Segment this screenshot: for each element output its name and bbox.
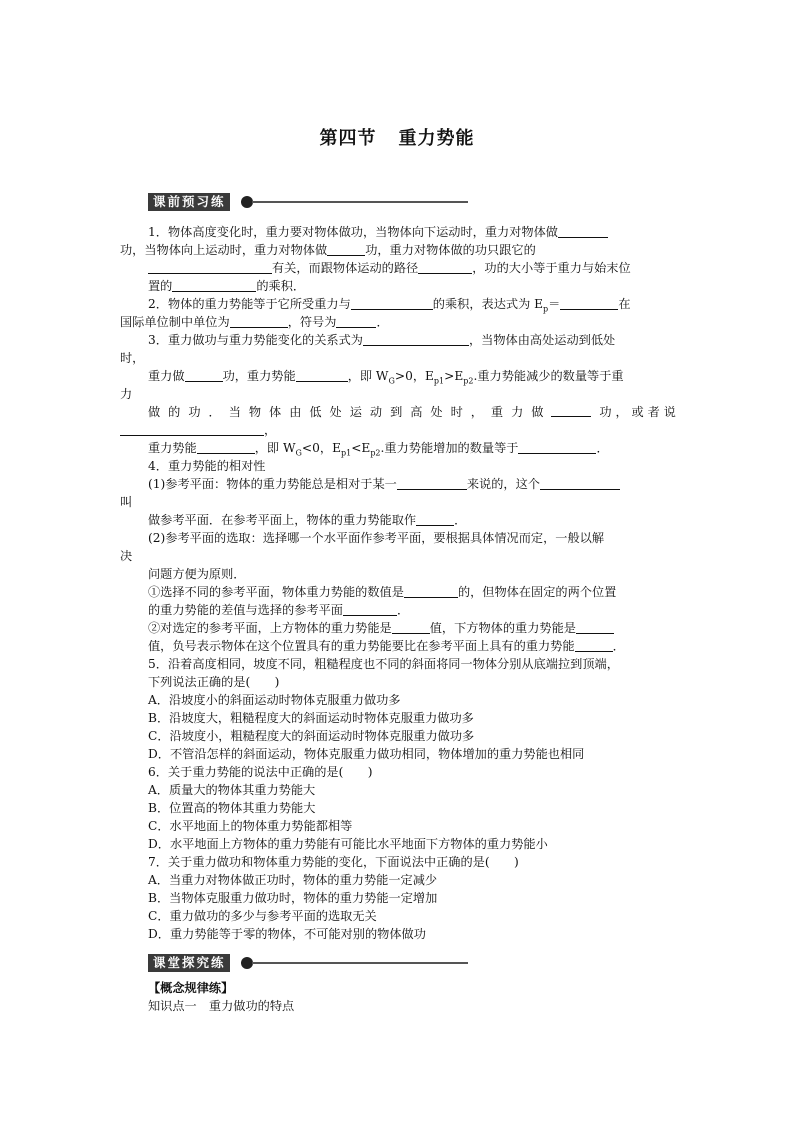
q7-stem: 7．关于重力做功和物体重力势能的变化，下面说法中正确的是( ) [148,855,519,869]
title-section-number: 第四节 [319,128,377,149]
q7-option-b: B．当物体克服重力做功时，物体的重力势能一定增加 [148,891,438,905]
q7-option-c: C．重力做功的多少与参考平面的选取无关 [148,909,377,923]
section-header-class [148,954,468,972]
q2-line-1: 2．物体的重力势能等于它所受重力与 的乘积，表达式为 $E_p=$ 在 [148,297,631,314]
section-header-preview [148,193,468,211]
knowledge-point-heading: 知识点一 重力做功的特点 [148,999,295,1013]
section-label: 课堂探究练 [148,954,230,972]
page-title [0,124,794,150]
q7-option-a: A．当重力对物体做正功时，物体的重力势能一定减少 [148,873,438,887]
q5-option-a: A．沿坡度小的斜面运动时物体克服重力做功多 [148,693,401,707]
q3-line-1: 3．重力做功与重力势能变化的关系式为 ，当物体由高处运动到低处 [148,333,616,347]
footer-heading: 【概念规律练】 [148,981,234,995]
q3-line-5: 做 的 功 ． 当 物 体 由 低 处 运 动 到 高 处 时 ， 重 力 做 功 ， 或 者 说 [148,405,676,419]
q4-line-3: 做参考平面．在参考平面上，物体的重力势能取作 ． [148,513,467,527]
q4-line-5: 决 [120,549,133,563]
q2-line-2: 国际单位制中单位为 ，符号为 ． [120,315,389,329]
q4-line-9: ②对选定的参考平面，上方物体的重力势能是 值，下方物体的重力势能是 [148,620,614,636]
section-label: 课前预习练 [148,193,230,211]
q5-stem-1: 5．沿着高度相同，坡度不同，粗糙程度也不同的斜面将同一物体分别从底端拉到顶端， [148,657,619,671]
q3-line-4: 力 [120,387,133,401]
q1-line-3: 有关，而跟物体运动的路径 ，功的大小等于重力与始末位 [148,260,631,276]
q3-line-3: 重力做 功，重力势能 ，即 $W_G>0$，$E_{p1}>E_{p2}$.重力势能减少的数量等于重 [148,369,624,386]
q6-option-c: C．水平地面上的物体重力势能都相等 [148,819,353,833]
q4-line-4: (2)参考平面的选取：选择哪一个水平面作参考平面，要根据具体情况而定，一般以解 [148,531,605,545]
q4-line-8: 的重力势能的差值与选择的参考平面 ． [148,603,410,617]
q5-stem-2: 下列说法正确的是( ) [148,675,280,689]
q6-option-a: A．质量大的物体其重力势能大 [148,783,316,797]
q4-line-6: 问题方便为原则． [148,567,246,581]
q5-option-c: C．沿坡度小，粗糙程度大的斜面运动时物体克服重力做功多 [148,729,475,743]
q3-line-7: 重力势能 ，即 $W_G<0$，$E_{p1}<E_{p2}$.重力势能增加的数量等于 ． [148,441,609,458]
section-rule [252,201,468,203]
q4-line-2: 叫 [120,495,133,509]
q1-line-2: 功，当物体向上运动时，重力对物体做 功，重力对物体做的功只跟它的 [120,243,536,257]
q4-head: 4．重力势能的相对性 [148,459,266,473]
q1-line-4: 置的 的乘积． [148,279,306,293]
q6-stem: 6．关于重力势能的说法中正确的是( ) [148,765,373,779]
section-rule [252,962,468,964]
q3-line-6: ， [120,422,276,438]
q7-option-d: D．重力势能等于零的物体，不可能对别的物体做功 [148,927,426,941]
title-topic: 重力势能 [398,128,475,149]
q1-line-1: 1．物体高度变化时，重力要对物体做功，当物体向下运动时，重力对物体做 [148,224,608,240]
q5-option-d: D．不管沿怎样的斜面运动，物体克服重力做功相同，物体增加的重力势能也相同 [148,747,585,761]
q3-line-2: 时， [120,351,145,365]
q6-option-b: B．位置高的物体其重力势能大 [148,801,316,815]
q4-line-1: (1)参考平面：物体的重力势能总是相对于某一 来说的，这个 [148,476,620,492]
q5-option-b: B．沿坡度大，粗糙程度大的斜面运动时物体克服重力做功多 [148,711,474,725]
q4-line-7: ①选择不同的参考平面，物体重力势能的数值是 的，但物体在固定的两个位置 [148,585,617,599]
q4-line-10: 值，负号表示物体在这个位置具有的重力势能要比在参考平面上具有的重力势能 ． [148,639,625,653]
q6-option-d: D．水平地面上方物体的重力势能有可能比水平地面下方物体的重力势能小 [148,837,548,851]
